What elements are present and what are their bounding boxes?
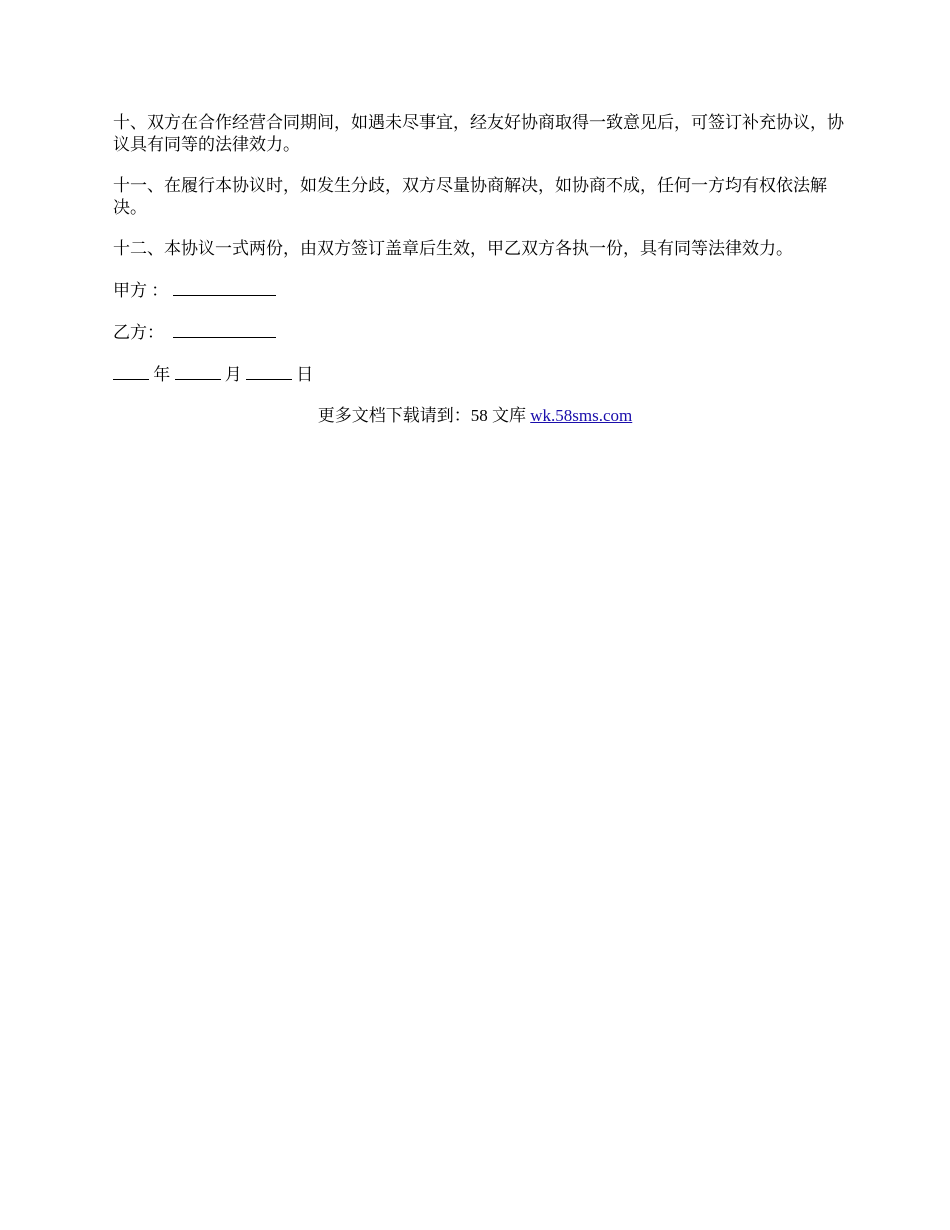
year-blank (113, 363, 149, 380)
footer-prefix: 更多文档下载请到：58 文库 (317, 406, 531, 425)
footer-link[interactable]: wk.58sms.com (530, 406, 633, 425)
party-b-label: 乙方： (113, 323, 164, 342)
document-page (113, 112, 853, 427)
party-a-label: 甲方 ： (113, 281, 169, 300)
clause-11: 十一、在履行本协议时，如发生分歧，双方尽量协商解决，如协商不成，任何一方均有权依法解决。 (113, 176, 827, 217)
date-line (113, 363, 853, 386)
footer-download-note (113, 405, 837, 427)
clause-12: 十二、本协议一式两份，由双方签订盖章后生效，甲乙双方各执一份，具有同等法律效力。 (113, 239, 793, 258)
day-blank (246, 363, 292, 380)
year-label: 年 (153, 365, 171, 384)
party-b-signature-line (113, 321, 853, 344)
day-label: 日 (296, 365, 314, 384)
party-b-blank (173, 321, 276, 338)
party-a-signature-line (113, 279, 853, 302)
party-a-blank (173, 279, 276, 296)
month-blank (175, 363, 221, 380)
clause-10: 十、双方在合作经营合同期间，如遇未尽事宜，经友好协商取得一致意见后，可签订补充协议，协议具有同等的法律效力。 (113, 113, 844, 154)
month-label: 月 (224, 365, 242, 384)
